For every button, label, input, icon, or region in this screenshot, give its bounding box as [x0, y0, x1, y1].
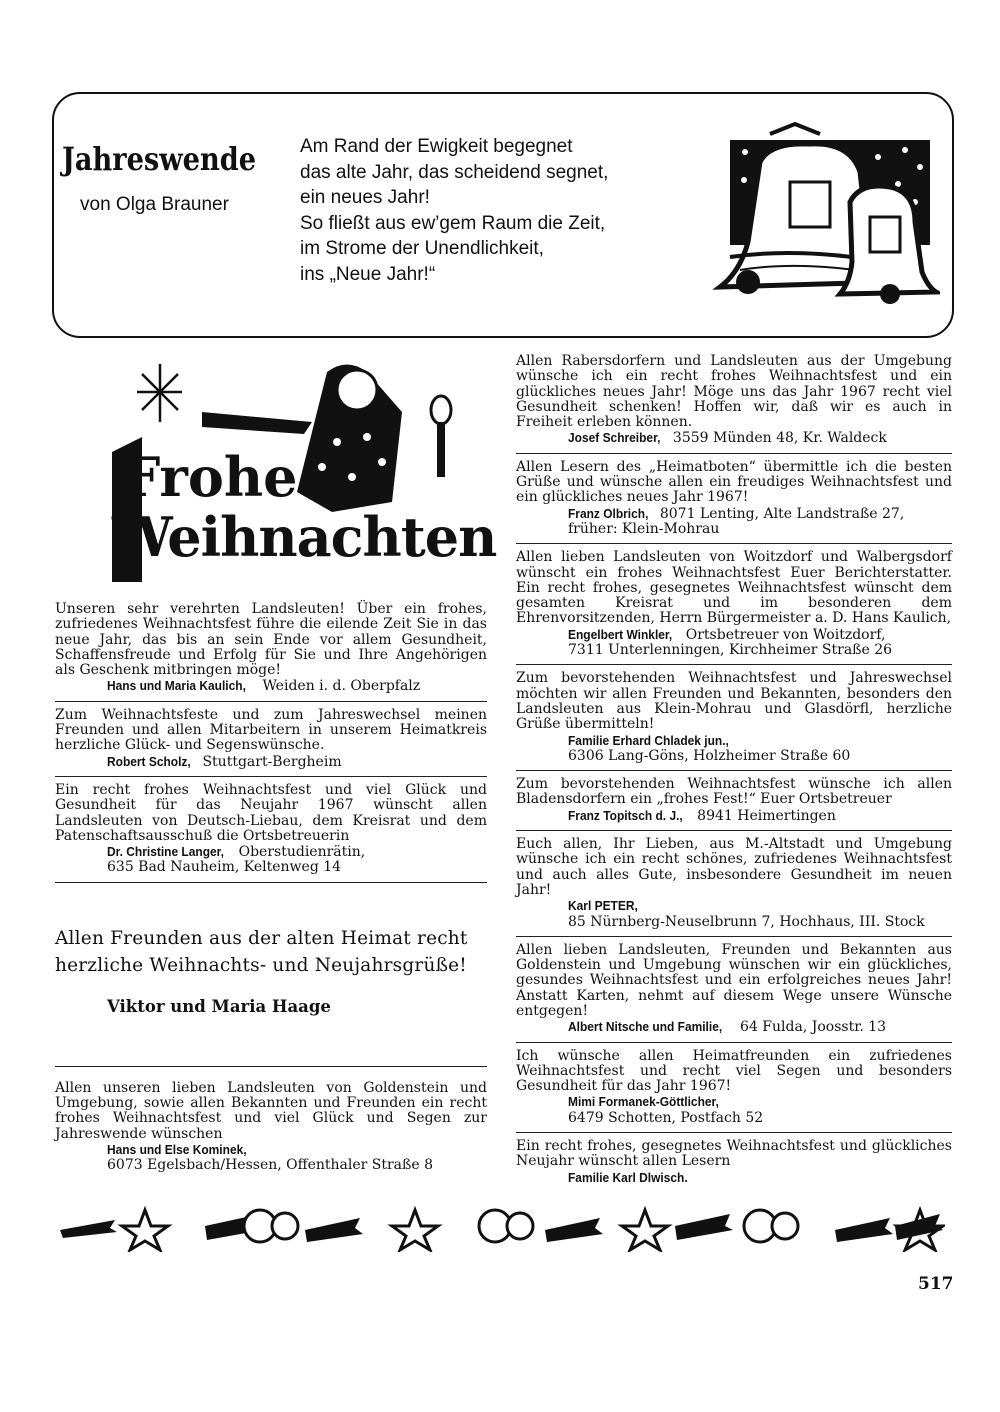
greeting-formanek — [516, 1049, 952, 1133]
greeting-address: 6306 Lang-Göns, Holzheimer Straße 60 — [568, 747, 851, 764]
poem-author: von Olga Brauner — [80, 194, 229, 215]
greeting-topitsch — [516, 777, 952, 831]
banner-text-weihnachten: Weihnachten — [112, 505, 497, 569]
greeting-signature: Karl PETER, — [568, 898, 638, 914]
greeting-signature: Franz Olbrich, 8071 Lenting, Alte Landstraße 27, — [568, 505, 905, 522]
greeting-kaulich — [55, 602, 487, 702]
greeting-signature: Josef Schreiber, 3559 Münden 48, Kr. Waldeck — [568, 430, 887, 447]
greeting-haage — [55, 925, 487, 1067]
poem-line: So fließt aus ew’gem Raum die Zeit, — [300, 212, 606, 234]
greeting-text: Unseren sehr verehrten Landsleuten! Über ein frohes, zufriedenes Weihnachtsfest führe die eilende Zeit Sie in das neue Jahr, das bis an sein Ende vor allem Gesundheit, Schaffensfreude und Erfolg für Sie und Ihre Angehörigen als Geschenk mitbringen möge! — [55, 601, 487, 679]
poem-text — [300, 134, 700, 287]
bells-illustration — [700, 122, 940, 312]
greeting-langer — [55, 783, 487, 883]
right-column — [516, 354, 952, 1198]
greeting-dlwisch — [516, 1139, 952, 1192]
greeting-scholz — [55, 708, 487, 777]
greeting-signature: Viktor und Maria Haage — [107, 996, 331, 1016]
greeting-text: Ein recht frohes, gesegnetes Weihnachtsfest und glückliches Neujahr wünscht allen Lesern — [516, 1138, 952, 1170]
left-column — [55, 602, 487, 1186]
greeting-kominek — [55, 1081, 487, 1180]
greeting-nitsche — [516, 943, 952, 1043]
greeting-text: Ich wünsche allen Heimatfreunden ein zufriedenes Weihnachtsfest und recht viel Segen und besonders Gesundheit für das Jahr 1967! — [516, 1047, 952, 1095]
banner-text-frohe: Frohe — [122, 445, 298, 509]
greeting-address: 85 Nürnberg-Neuselbrunn 7, Hochhaus, III. Stock — [568, 913, 925, 930]
greeting-text: Zum Weihnachtsfeste und zum Jahreswechsel meinen Freunden und allen Mitarbeitern in unserem Heimatkreis herzliche Glück- und Segenswünsche. — [55, 706, 487, 754]
poem-line: im Strome der Unendlichkeit, — [300, 238, 544, 259]
greeting-address: 6479 Schotten, Postfach 52 — [568, 1109, 764, 1126]
poem-title: Jahreswende — [62, 140, 257, 178]
greeting-signature: Franz Topitsch d. J., 8941 Heimertingen — [568, 807, 836, 824]
greeting-text: Zum bevorstehenden Weihnachtsfest und Jahreswechsel möchten wir allen Freunden und Bekannten, besonders den Landsleuten aus Klein-Mohrau und Glasdörfl, herzliche Grüße übermitteln! — [516, 670, 952, 733]
greeting-winkler — [516, 550, 952, 665]
greeting-text: Allen Rabersdorfern und Landsleuten aus der Umgebung wünsche ich ein recht frohes Weihnachtsfest und ein glückliches neues Jahr! Möge uns das Jahr 1967 recht viel Gesundheit schenken! Hoffen wir, daß wir es auch in Freiheit erleben können. — [516, 353, 952, 431]
greeting-signature: Hans und Maria Kaulich, Weiden i. d. Oberpfalz — [107, 678, 421, 695]
poem-line: ein neues Jahr! — [300, 187, 430, 208]
greeting-signature: Dr. Christine Langer, Oberstudienrätin, — [107, 844, 366, 861]
greeting-text: Zum bevorstehenden Weihnachtsfest wünsche ich allen Bladensdorfern ein „frohes Fest!“ Euer Ortsbetreuer — [516, 776, 952, 808]
greeting-olbrich — [516, 460, 952, 544]
greeting-text: Ein recht frohes Weihnachtsfest und viel Glück und Gesundheit für das Neujahr 1967 wünscht allen Landsleuten von Deutsch-Liebau, dem Kreisrat und dem Patenschaftsausschuß die Ortsbetreuerin — [55, 781, 487, 844]
poem-line: ins „Neue Jahr!“ — [300, 263, 436, 285]
greeting-text: Allen unseren lieben Landsleuten von Goldenstein und Umgebung, sowie allen Bekannten und Freunden ein recht frohes Weihnachtsfest und viel Glück und Segen zur Jahreswende wünschen — [55, 1079, 487, 1142]
greeting-text: Allen Lesern des „Heimatboten“ übermittle ich die besten Grüße und wünsche allen ein freudiges Weihnachtsfest und ein glückliches neues Jahr 1967! — [516, 458, 952, 506]
greeting-text: Allen Freunden aus der alten Heimat recht herzliche Weihnachts- und Neujahrsgrüße! — [55, 927, 468, 976]
poem-line: das alte Jahr, das scheidend segnet, — [300, 161, 609, 183]
greeting-text: Allen lieben Landsleuten, Freunden und Bekannten aus Goldenstein und Umgebung wünschen wir ein glückliches, gesundes Weihnachtsfest und ein erfolgreiches neues Jahr! Anstatt Karten, nehmt auf diesem Wege unsere Wünsche entgegen! — [516, 941, 952, 1019]
greeting-peter — [516, 837, 952, 937]
greeting-chladek — [516, 671, 952, 771]
greeting-signature: Familie Karl Dlwisch. — [568, 1169, 688, 1185]
greeting-address: früher: Klein-Mohrau — [568, 520, 720, 537]
greeting-signature: Robert Scholz, Stuttgart-Bergheim — [107, 753, 342, 770]
christmas-ornament-border — [55, 1200, 945, 1252]
page-number: 517 — [918, 1274, 954, 1294]
greeting-text: Allen lieben Landsleuten von Woitzdorf und Walbergsdorf wünscht ein frohes Weihnachtsfest Euer Berichterstatter. Ein recht frohes, gesegnetes Weihnachtsfest wünscht dem gesamten Kreisrat und im besonderen dem Ehrenvorsitzenden, Herrn Bürgermeister a. D. Hans Kaulich, — [516, 549, 952, 627]
greeting-signature: Familie Erhard Chladek jun., — [568, 732, 729, 748]
greeting-address: 6073 Egelsbach/Hessen, Offenthaler Straße 8 — [107, 1157, 434, 1174]
greeting-address: 7311 Unterlenningen, Kirchheimer Straße 26 — [568, 642, 893, 659]
greeting-address: 635 Bad Nauheim, Keltenweg 14 — [107, 859, 342, 876]
greeting-signature: Albert Nitsche und Familie, 64 Fulda, Joosstr. 13 — [568, 1019, 887, 1036]
greeting-signature: Hans und Else Kominek, — [107, 1141, 247, 1157]
greeting-text: Euch allen, Ihr Lieben, aus M.-Altstadt und Umgebung wünsche ich ein recht schönes, zufriedenes Weihnachtsfest und auch alles Gute, insbesondere Gesundheit im neuen Jahr! — [516, 836, 952, 898]
greeting-signature: Mimi Formanek-Göttlicher, — [568, 1094, 719, 1110]
greeting-signature: Engelbert Winkler, Ortsbetreuer von Woitzdorf, — [568, 626, 886, 643]
poem-line: Am Rand der Ewigkeit begegnet — [300, 136, 573, 157]
greeting-schreiber — [516, 354, 952, 454]
